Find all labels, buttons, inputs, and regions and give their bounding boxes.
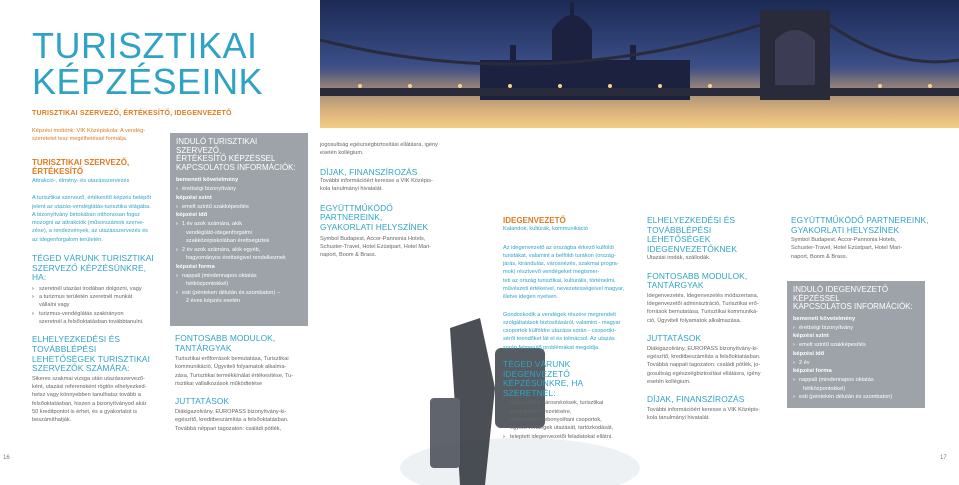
text-line: Diákigazolvány, EUROPASS bizonyítvány-ki- — [175, 408, 287, 415]
title-line: ÉRTÉKESÍTŐ KÉPZÉSSEL — [176, 154, 276, 164]
text-line: illetve idegen nyelven. — [503, 294, 559, 301]
section-heading — [32, 254, 162, 283]
page-number-right: 17 — [940, 455, 947, 461]
heading-line: LEHETŐSÉGEK TURISZTIKAI — [32, 353, 151, 364]
heading-line: LEHETŐSÉGEK IDEGENVEZETŐKNEK — [647, 234, 738, 254]
text-line: zése), a rendezvények, az utazásszervezés és — [32, 228, 148, 235]
text-line: Diákigazolvány, EUROPASS bizonyítvány-ki- — [647, 345, 759, 352]
text-line: kola tanulmányi hivatalát. — [320, 186, 383, 193]
paragraph — [791, 236, 931, 261]
list-item-continuation: vállalni vagy — [39, 302, 70, 309]
heading-line: ÉRTÉKESÍTŐ — [32, 166, 84, 176]
section-heading: DÍJAK, FINANSZÍROZÁS — [320, 166, 418, 177]
heading-line: TURISZTIKAI SZERVEZŐ, — [32, 157, 130, 167]
text-line: egészítő, kreditbeszámítás a felsőoktatásban. — [647, 353, 761, 360]
text-line: az idegenforgalom területén. — [32, 236, 103, 243]
text-line: Symbol Budapest, Accor-Pannonia Hotels, — [791, 237, 897, 244]
list-item: › felkészülni a városnézések, turisztikai — [503, 399, 635, 407]
intro-line-1: Képzési mottónk: VIK Középiskola: A vendég- — [32, 128, 146, 134]
field-label: képzési forma — [793, 368, 832, 375]
text-line: kommunikáció, Ügyviteli folyamatok alkalma- — [175, 364, 287, 371]
field-value: › esti (pénteken délután és szombaton) – — [176, 289, 302, 298]
text-line: naport, Boom & Brass. — [320, 252, 377, 259]
paragraph — [32, 375, 162, 425]
section-heading — [791, 216, 931, 235]
page-title — [32, 25, 264, 102]
list-item: › teleptett idegenvezetői feladatokat ellátni. — [503, 433, 635, 441]
heading-line: SZERVEZŐ KÉPZÉSÜNKRE, HA: — [32, 262, 147, 283]
text-line: esetén kollégium. — [647, 378, 691, 385]
field-value: › 2 év — [793, 359, 919, 368]
info-box-tourism-organizer — [170, 133, 308, 326]
info-box-tour-guide — [787, 281, 925, 408]
section-heading — [647, 216, 782, 254]
bullet-list — [503, 399, 635, 440]
text-line: naport, Boom & Brass. — [791, 253, 848, 260]
heading-line: TÉGED VÁRUNK TURISZTIKAI — [32, 253, 154, 264]
page-title-line2: KÉPZÉSEINK — [32, 61, 264, 102]
section-heading — [32, 335, 162, 373]
field-value-sub: hétközpontokkel) — [803, 385, 846, 392]
field-label: képzési szint — [793, 333, 829, 340]
info-box-title — [176, 138, 302, 172]
field-value: › 2 év azok számára, akik egyéb, — [176, 246, 302, 255]
field-label: bemeneti követelmény — [793, 315, 856, 322]
list-item-continuation: szeretnél a felsőoktatásban továbbtanulni. — [39, 319, 144, 326]
paragraph — [175, 408, 310, 433]
column-3 — [320, 141, 450, 259]
text-line: Turisztikai erőforrások bemutatása, Turisztikai — [175, 356, 289, 363]
section-heading — [503, 360, 635, 398]
heading-line: TANTÁRGYAK — [175, 342, 232, 353]
field-label: képzési idő — [176, 212, 208, 219]
list-item: › szakszerűen lebonyolítani csoportok, — [503, 416, 635, 424]
text-line: sérői teendőket lát el és tolmácsol. Az utazás — [503, 336, 615, 343]
title-line: KAPCSOLATOS INFORMÁCIÓK: — [176, 162, 296, 172]
heading-line: EGYÜTTMŰKÖDŐ PARTNEREINK, — [320, 202, 393, 223]
text-line: Utazási irodák, szállodák. — [647, 255, 711, 262]
heading-line: EGYÜTTMŰKÖDŐ PARTNEREINK, — [791, 215, 929, 225]
field-value: › érettségi bizonyítvány — [176, 185, 302, 194]
section-heading: JUTTATÁSOK — [175, 396, 230, 407]
field-value: › nappali (mindennapos oktatás — [176, 272, 302, 281]
text-line: művészeti értékeivel, nevezetességeivel magyar, — [503, 285, 625, 292]
heading-line: FONTOSABB MODULOK, — [647, 270, 748, 281]
column-5 — [647, 216, 782, 422]
field-label: képzési idő — [793, 350, 825, 357]
text-line: szolgáltatások biztosításáról, valamint - magyar — [503, 319, 621, 326]
text-line: Továbbá néppari tagozaton: családi pótlék, — [175, 425, 282, 432]
section-heading: JUTTATÁSOK — [647, 333, 702, 344]
field-value: › érettségi bizonyítvány — [793, 324, 919, 333]
list-item: › a turizmus területén szeretnél munkát — [32, 293, 162, 301]
section-heading — [32, 158, 162, 176]
heading-line: GYAKORLATI HELYSZÍNEK — [320, 221, 429, 232]
field-label: bemeneti követelmény — [176, 177, 239, 184]
paragraph — [647, 292, 782, 325]
field-value: › esti (péntekén délután és szombaton) — [793, 393, 919, 402]
text-line: során felmerülő problémákat megoldja. — [503, 344, 600, 351]
section-heading: IDEGENVEZETŐ — [503, 216, 566, 225]
field-value-sub: 2 éves képzés esetén — [186, 298, 241, 305]
field-value: › nappali (mindennapos oktatás — [793, 376, 919, 385]
text-line: csoportok külföldre utazása során - csoportkí- — [503, 328, 617, 335]
heading-line: FONTOSABB MODULOK, — [175, 333, 276, 343]
paragraph — [320, 235, 450, 260]
section-subheading: Attrakció-, élmény- és utazásszervezés — [32, 178, 130, 184]
intro-line-2: szeretetet lesz megélhetéssé formálja. — [32, 136, 128, 143]
bridge-night-photo — [320, 0, 959, 128]
title-line: KAPCSOLATOS INFORMÁCIÓK: — [793, 302, 913, 312]
column-1 — [32, 127, 162, 425]
title-line: INDULÓ TURISZTIKAI SZERVEZŐ, — [176, 137, 258, 155]
text-line: teti az ország turisztikai, kulturális, történelmi, — [503, 277, 616, 284]
text-line: jelent az utazás-vendéglátás-turisztika világába. — [32, 203, 151, 210]
text-line: járás, kirándulás, városnézés, szakmai progra- — [503, 261, 619, 268]
text-line: ció, Ügyviteli folyamatok alkalmazása. — [647, 317, 742, 324]
field-value-sub: hétközpontokkel) — [186, 281, 229, 288]
list-item-continuation: programok levezetésére, — [510, 408, 572, 415]
section-heading — [647, 272, 782, 291]
text-line: Idegenvezetés, Idegenvezetés módszertana, — [647, 292, 759, 299]
section-heading — [320, 204, 450, 233]
column-6 — [791, 216, 931, 261]
field-value-sub: szakközépiskolában érettségiztek — [186, 238, 270, 245]
text-line: mok) résztvevő vendégeket megismer- — [503, 269, 600, 276]
heading-line: ELHELYEZKEDÉSI ÉS TOVÁBBLÉPÉSI — [32, 334, 121, 354]
paragraph — [175, 355, 310, 388]
paragraph — [647, 345, 782, 386]
page-subtitle: TURISZTIKAI SZERVEZŐ, ÉRTÉKESÍTŐ, IDEGENVEZETŐ — [32, 110, 232, 117]
text-line: Továbbá nappali tagozaton: családi pótlék, jo- — [647, 362, 761, 369]
text-line: Az idegenvezető az országba érkező külföldi — [503, 244, 614, 251]
text-line: beszámíthatják. — [32, 417, 72, 424]
info-box-title — [793, 286, 919, 312]
text-line: esetén kollégium. — [320, 150, 364, 157]
text-line: ként, utazási referensként rögtön elhelyezked- — [32, 384, 147, 391]
field-label: képzési forma — [176, 263, 215, 270]
field-value: › emelt szintű szakképesítés — [176, 203, 302, 212]
field-value-sub: hagyományos érettségivel rendelkeznek — [186, 255, 286, 262]
list-item-continuation: egyéni vendégek utazását, tartózkodását, — [510, 425, 614, 432]
page-number-left: 16 — [3, 455, 10, 461]
heading-line: GYAKORLATI HELYSZÍNEK — [791, 224, 900, 235]
title-line: INDULÓ IDEGENVEZETŐ KÉPZÉSSEL — [793, 285, 889, 303]
paragraph — [503, 311, 635, 352]
heading-line: TÉGED VÁRUNK IDEGENVEZETŐ — [503, 359, 571, 379]
field-value-sub: vendéglátó-idegenforgalmi — [186, 229, 252, 236]
bullet-list — [32, 285, 162, 326]
text-line: A turisztikai szervező, értékesítő képzés belépőt — [32, 195, 152, 202]
section-heading: DÍJAK, FINANSZÍROZÁS — [647, 394, 745, 405]
section-subheading: Kalandok, kultúrák, kommunikáció — [503, 226, 588, 233]
column-2 — [175, 334, 310, 433]
heading-line: SZERVEZŐK SZÁMÁRA: — [32, 363, 130, 374]
column-4 — [503, 216, 635, 441]
text-line: Sikeres szakmai vizsga után utazásszervező- — [32, 375, 145, 382]
text-line: gosultság egészségbiztosítási ellátásra, igény — [647, 370, 761, 377]
text-line: felsőoktatásban, hiszen a bizonyítványod akár — [32, 400, 147, 407]
text-line: 50 kreditpontot is érhet, és a gyakorlatot is — [32, 408, 138, 415]
text-line: turistákat, valamint a belföldi turákon (ország- — [503, 252, 616, 259]
field-value: › emelt szintű szakképesítés — [793, 341, 919, 350]
text-line: A bizonyítvány birtokában otthonosan fogsz — [32, 211, 140, 218]
list-item: › szeretnél utazási irodában dolgozni, vagy — [32, 285, 162, 293]
heading-line: TANTÁRGYAK — [647, 280, 704, 291]
text-line: risztikai vállalkozások működtetése — [175, 381, 263, 388]
text-line: kola tanulmányi hivatalát. — [647, 415, 710, 422]
text-line: Schuster-Travel, Hotel Ezüstpart, Hotel Mari- — [320, 243, 432, 250]
paragraph — [503, 244, 635, 302]
text-line: zása, Turisztikai termékkínálat értékesítése, Tu- — [175, 372, 294, 379]
section-heading — [175, 334, 310, 353]
page-title-line1: TURISZTIKAI — [32, 25, 258, 66]
text-line: Schuster-Travel, Hotel Ezüstpart, Hotel Mari- — [791, 245, 903, 252]
field-label: képzési szint — [176, 194, 212, 201]
heading-line: ELHELYEZKEDÉSI ÉS TOVÁBBLÉPÉSI — [647, 215, 736, 235]
text-line: mozogni az attrakciók (műsorszámok szerve- — [32, 220, 145, 227]
text-line: Symbol Budapest, Accor-Pannonia Hotels, — [320, 235, 426, 242]
paragraph — [32, 194, 162, 244]
heading-line: KÉPZÉSÜNKRE, HA SZERETNÉL: — [503, 378, 583, 398]
text-line: jogosultság egészségbiztosítási ellátásra, igény — [320, 142, 438, 148]
list-item: › turizmus-vendéglátás szakirányon — [32, 310, 162, 318]
text-line: források bemutatása, Turisztikai kommuniká- — [647, 309, 758, 316]
text-line: Gondoskodik a vendégek részére megrendelt — [503, 311, 616, 318]
field-value: › 1 év azok számára, akik — [176, 220, 302, 229]
text-line: További információért keresse a VIK Középis- — [320, 178, 433, 185]
text-line: egészítő, kreditbeszámítás a felsőoktatásban. — [175, 417, 289, 424]
text-line: További információért keresse a VIK Középis- — [647, 406, 760, 413]
text-line: Idegenvezetői adminisztráció, Turisztikai erő- — [647, 301, 759, 308]
paragraph — [647, 406, 782, 423]
text-line: hetsz vagy könnyebben tanulhatsz tovább a — [32, 392, 141, 399]
